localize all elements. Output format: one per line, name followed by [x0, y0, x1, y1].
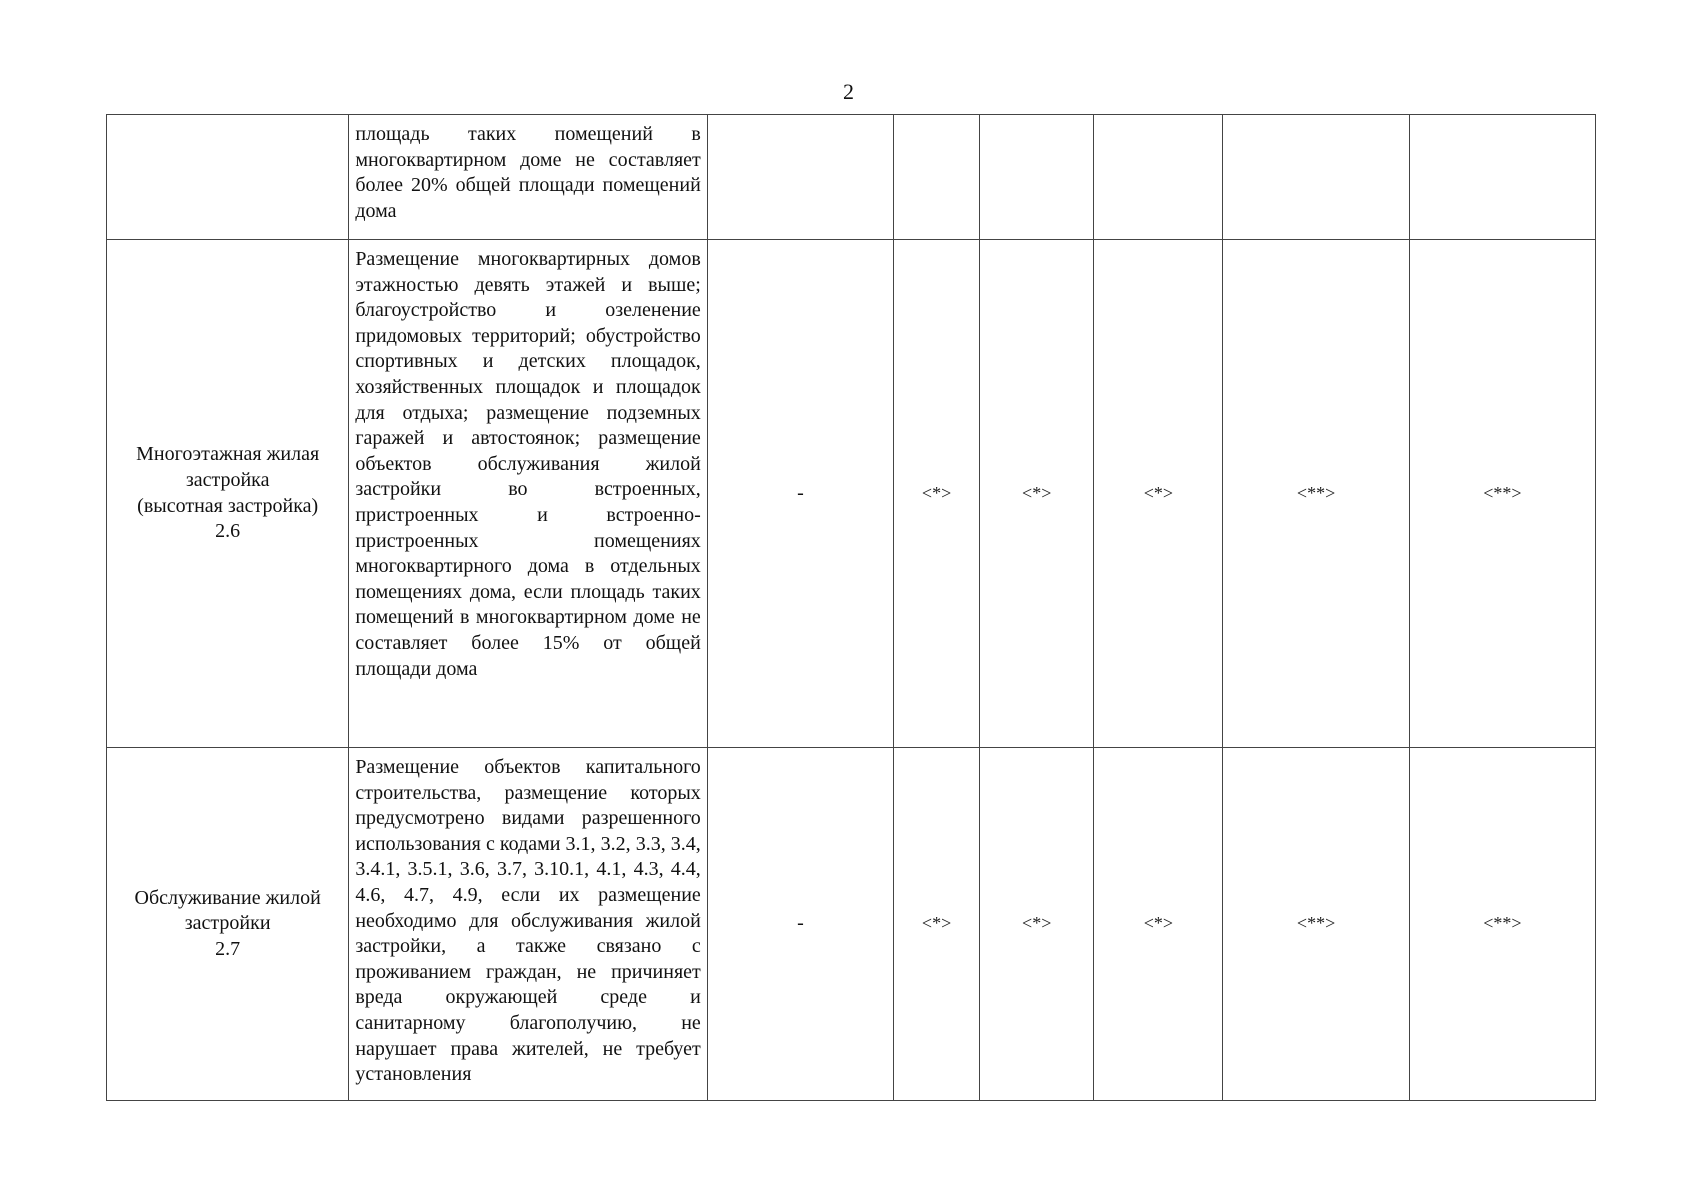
value-cell — [894, 748, 980, 1101]
use-name-cell — [107, 748, 349, 1101]
value-cell: - — [707, 240, 893, 748]
value-cell — [1094, 240, 1223, 748]
value-mark: <**> — [1296, 913, 1336, 934]
use-code: 2.7 — [215, 937, 241, 960]
value-cell — [894, 240, 980, 748]
use-name-line: застройки — [184, 912, 271, 935]
value-cell — [1409, 748, 1595, 1101]
use-description: площадь таких помещений в многоквартирном доме не составляет более 20% общей площади помещений дома — [355, 123, 701, 222]
use-description-cell — [349, 748, 707, 1101]
use-name-cell — [107, 240, 349, 748]
use-name-line: (высотная застройка) — [137, 494, 319, 517]
value-mark: <*> — [1022, 913, 1052, 934]
table-row — [107, 240, 1596, 748]
land-use-table — [106, 114, 1596, 1101]
table-row — [107, 115, 1596, 240]
use-description: Размещение объектов капитального строительства, размещение которых предусмотрено видами разрешенного использования с кодами 3.1, 3.2, 3.3, 3.4, 3.4.1, 3.5.1, 3.6, 3.7, 3.10.1, 4.1, 4.3, 4.4, 4.6, 4.7, 4.9, если их размещение необходимо для обслуживания жилой застройки, а также связано с проживанием граждан, не причиняет вреда окружающей среде и санитарному благополучию, не нарушает права жителей, не требует установления — [355, 756, 701, 1086]
table-row — [107, 748, 1596, 1101]
value-mark: <*> — [1143, 482, 1174, 503]
value-mark: <*> — [1143, 913, 1174, 934]
value-cell — [980, 115, 1094, 240]
value-cell: - — [707, 748, 893, 1101]
page-number: 2 — [843, 79, 854, 104]
value-cell — [1409, 115, 1595, 240]
value-mark: <**> — [1296, 482, 1336, 503]
value-mark: <*> — [921, 482, 952, 503]
value-mark: <**> — [1483, 482, 1522, 503]
value-cell — [1223, 748, 1409, 1101]
use-name-line: Обслуживание жилой — [134, 886, 321, 909]
value-mark: <**> — [1483, 913, 1522, 934]
value-cell — [894, 115, 980, 240]
value-cell — [1223, 240, 1409, 748]
use-description-cell — [349, 115, 707, 240]
use-name-line: застройка — [185, 468, 270, 491]
value-cell — [980, 748, 1094, 1101]
value-cell — [1094, 748, 1223, 1101]
use-name-line: Многоэтажная жилая — [136, 443, 320, 466]
use-name-cell — [107, 115, 349, 240]
value-cell — [1409, 240, 1595, 748]
value-mark: <*> — [1022, 482, 1052, 503]
value-mark: <*> — [921, 913, 952, 934]
use-description-cell — [349, 240, 707, 748]
value-cell — [707, 115, 893, 240]
use-code: 2.6 — [215, 520, 241, 543]
value-cell — [1094, 115, 1223, 240]
value-cell — [980, 240, 1094, 748]
value-cell — [1223, 115, 1409, 240]
use-description: Размещение многоквартирных домов этажностью девять этажей и выше; благоустройство и озеленение придомовых территорий; обустройство спортивных и детских площадок, хозяйственных площадок и площадок для отдыха; размещение подземных гаражей и автостоянок; размещение объектов обслуживания жилой застройки во встроенных, пристроенных и встроенно-пристроенных помещениях многоквартирного дома в отдельных помещениях дома, если площадь таких помещений в многоквартирном доме не составляет более 15% от общей площади дома — [355, 248, 701, 680]
